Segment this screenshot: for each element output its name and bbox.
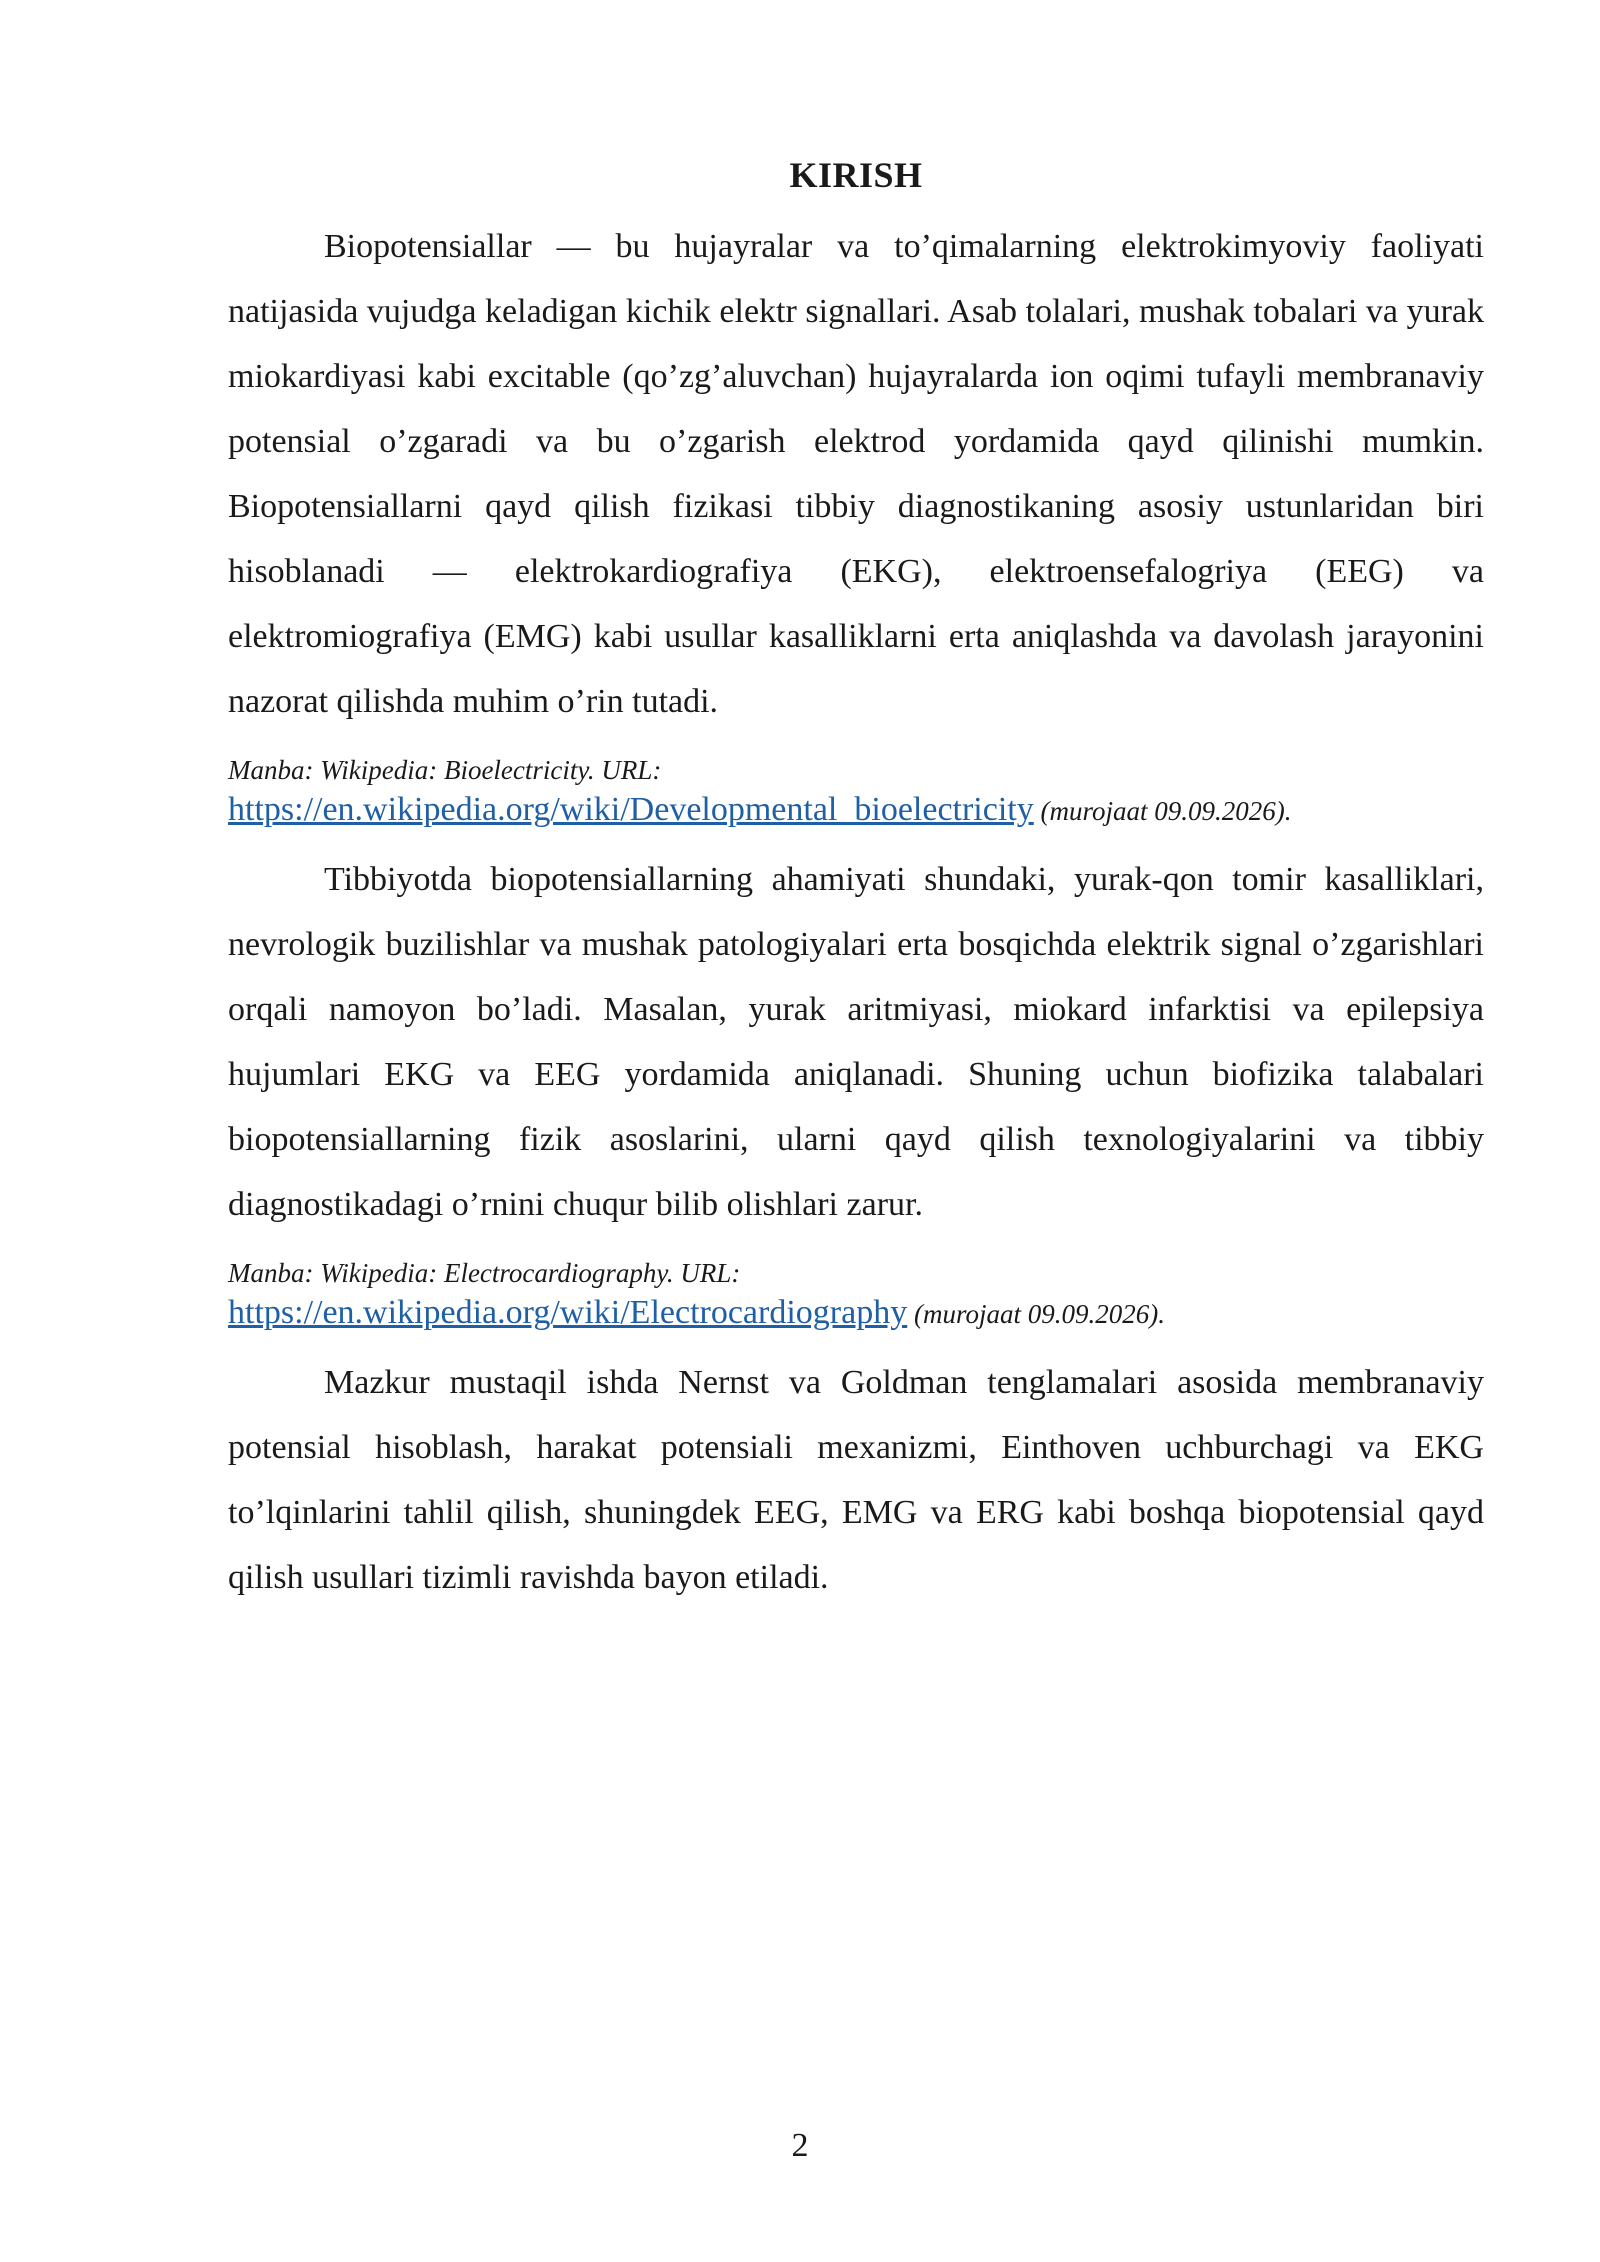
source-citation-2 — [228, 1253, 1484, 1334]
document-page — [228, 148, 1484, 1610]
source-link[interactable]: https://en.wikipedia.org/wiki/Developmental_bioelectricity — [228, 791, 1034, 828]
source-label: Manba: Wikipedia: Electrocardiography. URL: — [228, 1258, 741, 1288]
source-access-date: (murojaat 09.09.2026). — [913, 1299, 1165, 1329]
source-link[interactable]: https://en.wikipedia.org/wiki/Electrocardiography — [228, 1294, 908, 1331]
source-access-date: (murojaat 09.09.2026). — [1040, 796, 1292, 826]
paragraph-scope: Mazkur mustaqil ishda Nernst va Goldman tenglamalari asosida membranaviy potensial hisoblash, harakat potensiali mexanizmi, Einthoven uchburchagi va EKG to’lqinlarini tahlil qilish, shuningdek EEG, EMG va ERG kabi boshqa biopotensial qayd qilish usullari tizimli ravishda bayon etiladi. — [228, 1364, 1484, 1596]
source-citation-1 — [228, 750, 1484, 831]
page-number: 2 — [791, 2127, 809, 2164]
paragraph-importance: Tibbiyotda biopotensiallarning ahamiyati shundaki, yurak-qon tomir kasalliklari, nevrologik buzilishlar va mushak patologiyalari erta bosqichda elektrik signal o’zgarishlari orqali namoyon bo’ladi. Masalan, yurak aritmiyasi, miokard infarktisi va epilepsiya hujumlari EKG va EEG yordamida aniqlanadi. Shuning uchun biofizika talabalari biopotensiallarning fizik asoslarini, ularni qayd qilish texnologiyalarini va tibbiy diagnostikadagi o’rnini chuqur bilib olishlari zarur. — [228, 861, 1484, 1223]
paragraph-intro: Biopotensiallar — bu hujayralar va to’qimalarning elektrokimyoviy faoliyati natijasida vujudga keladigan kichik elektr signallari. Asab tolalari, mushak tobalari va yurak miokardiyasi kabi excitable (qo’zg’aluvchan) hujayralarda ion oqimi tufayli membranaviy potensial o’zgaradi va bu o’zgarish elektrod yordamida qayd qilinishi mumkin. Biopotensiallarni qayd qilish fizikasi tibbiy diagnostikaning asosiy ustunlaridan biri hisoblanadi — elektrokardiografiya (EKG), elektroensefalogriya (EEG) va elektromiografiya (EMG) kabi usullar kasalliklarni erta aniqlashda va davolash jarayonini nazorat qilishda muhim o’rin tutadi. — [228, 228, 1484, 720]
page-title: KIRISH — [789, 155, 923, 195]
source-label: Manba: Wikipedia: Bioelectricity. URL: — [228, 755, 662, 785]
